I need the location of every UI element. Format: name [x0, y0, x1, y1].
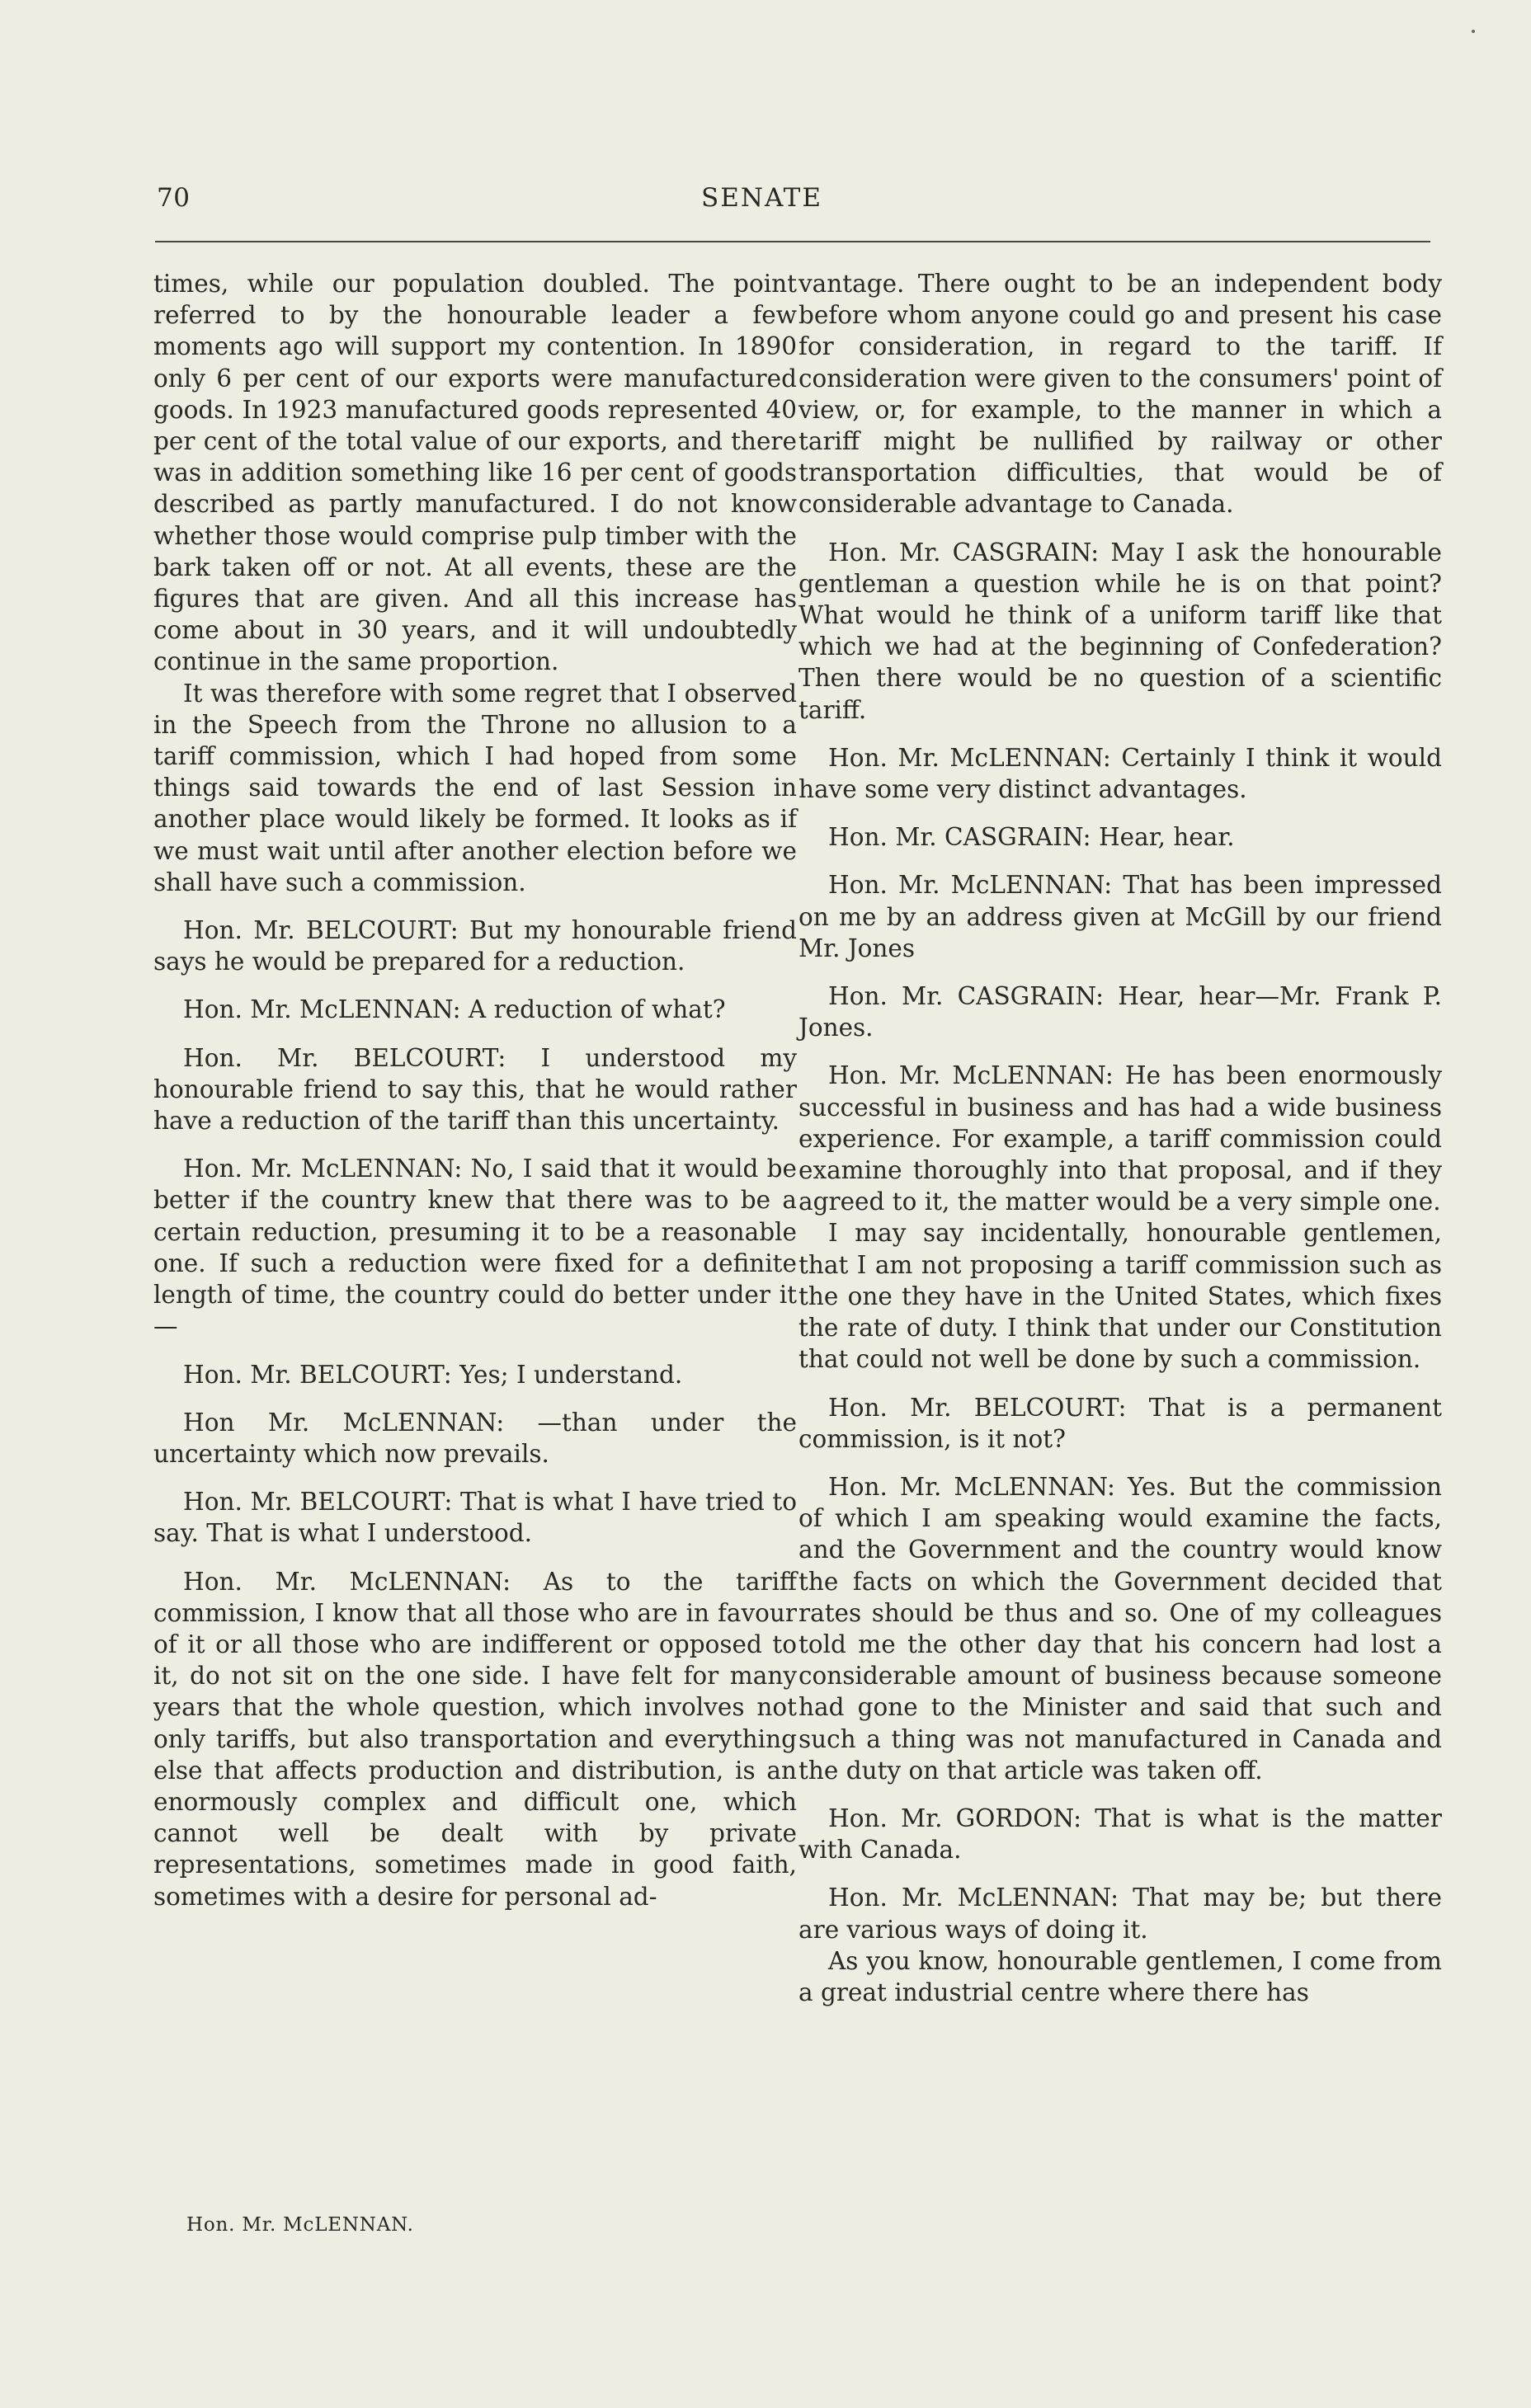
paragraph: Hon. Mr. McLENNAN: That may be; but there are various ways of doing it. [798, 1884, 1442, 1944]
paragraph: times, while our population doubled. The point referred to by the honourable leader a few moments ago will support my contention. In 1890 only 6 per cent of our exports were manufactured goods. In 1923 manufactured goods represented 40 per cent of the total value of our exports, and there was in addition something like 16 per cent of goods described as partly manufactured. I do not know whether those would comprise pulp timber with the bark taken off or not. At all events, these are the figures that are given. And all this increase has come about in 30 years, and it will undoubtedly continue in the same proportion. [153, 270, 797, 676]
paragraph: Hon. Mr. McLENNAN: That has been impressed on me by an address given at McGill by our friend Mr. Jones [798, 871, 1442, 962]
paragraph: As you know, honourable gentlemen, I come from a great industrial centre where there has [798, 1946, 1442, 2006]
paragraph: Hon. Mr. BELCOURT: That is what I have tried to say. That is what I understood. [153, 1488, 797, 1548]
paragraph: Hon. Mr. McLENNAN: He has been enormously successful in business and has had a wide business experience. For example, a tariff commission could examine thoroughly into that proposal, and if they agreed to it, the matter would be a very simple one. [798, 1061, 1442, 1216]
paragraph: Hon Mr. McLENNAN: —than under the uncertainty which now prevails. [153, 1408, 797, 1468]
header-rule [155, 241, 1430, 242]
paragraph: Hon. Mr. BELCOURT: That is a permanent commission, is it not? [798, 1393, 1442, 1453]
paragraph: vantage. There ought to be an independent body before whom anyone could go and present his case for consideration, in regard to the tariff. If consideration were given to the consumers' point of view, or, for example, to the manner in which a tariff might be nullified by railway or other transportation difficulties, that would be of considerable advantage to Canada. [798, 270, 1442, 519]
paragraph: Hon. Mr. GORDON: That is what is the matter with Canada. [798, 1804, 1442, 1865]
paragraph: Hon. Mr. McLENNAN: Certainly I think it would have some very distinct advantages. [798, 743, 1442, 804]
running-head: SENATE [701, 183, 822, 213]
paragraph: Hon. Mr. CASGRAIN: Hear, hear—Mr. Frank P. Jones. [798, 982, 1442, 1042]
paragraph: Hon. Mr. McLENNAN: As to the tariff commission, I know that all those who are in favour of it or all those who are indifferent or opposed to it, do not sit on the one side. I have felt for many years that the whole question, which involves not only tariffs, but also transportation and everything else that affects production and distribution, is an enormously complex and difficult one, which cannot well be dealt with by private representations, sometimes made in good faith, sometimes with a desire for personal ad- [153, 1567, 797, 1911]
paragraph: Hon. Mr. BELCOURT: Yes; I understand. [183, 1360, 683, 1389]
paragraph: I may say incidentally, honourable gentlemen, that I am not proposing a tariff commission such as the one they have in the United States, which fixes the rate of duty. I think that under our Constitution that could not well be done by such a commission. [798, 1219, 1442, 1374]
paragraph: Hon. Mr. McLENNAN: Yes. But the commission of which I am speaking would examine the facts, and the Government and the country would know the facts on which the Government decided that rates should be thus and so. One of my colleagues told me the other day that his concern had lost a considerable amount of business because someone had gone to the Minister and said that such and such a thing was not manufactured in Canada and the duty on that article was taken off. [798, 1472, 1442, 1785]
scan-speck [1472, 30, 1475, 33]
paragraph: Hon. Mr. CASGRAIN: May I ask the honourable gentleman a question while he is on that point? What would he think of a uniform tariff like that which we had at the beginning of Confederation? Then there would be no question of a scientific tariff. [798, 538, 1442, 724]
paragraph: It was therefore with some regret that I observed in the Speech from the Throne no allusion to a tariff commission, which I had hoped from some things said towards the end of last Session in another place would likely be formed. It looks as if we must wait until after another election before we shall have such a commission. [153, 679, 797, 896]
paragraph: Hon. Mr. BELCOURT: But my honourable friend says he would be prepared for a reduction. [153, 916, 797, 976]
left-column [153, 268, 797, 1912]
paragraph: Hon. Mr. BELCOURT: I understood my honourable friend to say this, that he would rather have a reduction of the tariff than this uncertainty. [153, 1043, 797, 1136]
paragraph: Hon. Mr. CASGRAIN: Hear, hear. [828, 823, 1235, 852]
paragraph: Hon. Mr. McLENNAN: No, I said that it would be better if the country knew that there was to be a certain reduction, presuming it to be a reasonable one. If such a reduction were fixed for a definite length of time, the country could do better under it— [153, 1155, 797, 1341]
footer-speaker-name: Hon. Mr. McLENNAN. [186, 2214, 414, 2236]
page-number: 70 [157, 183, 191, 213]
paragraph: Hon. Mr. McLENNAN: A reduction of what? [183, 995, 726, 1024]
right-column [798, 268, 1442, 2008]
